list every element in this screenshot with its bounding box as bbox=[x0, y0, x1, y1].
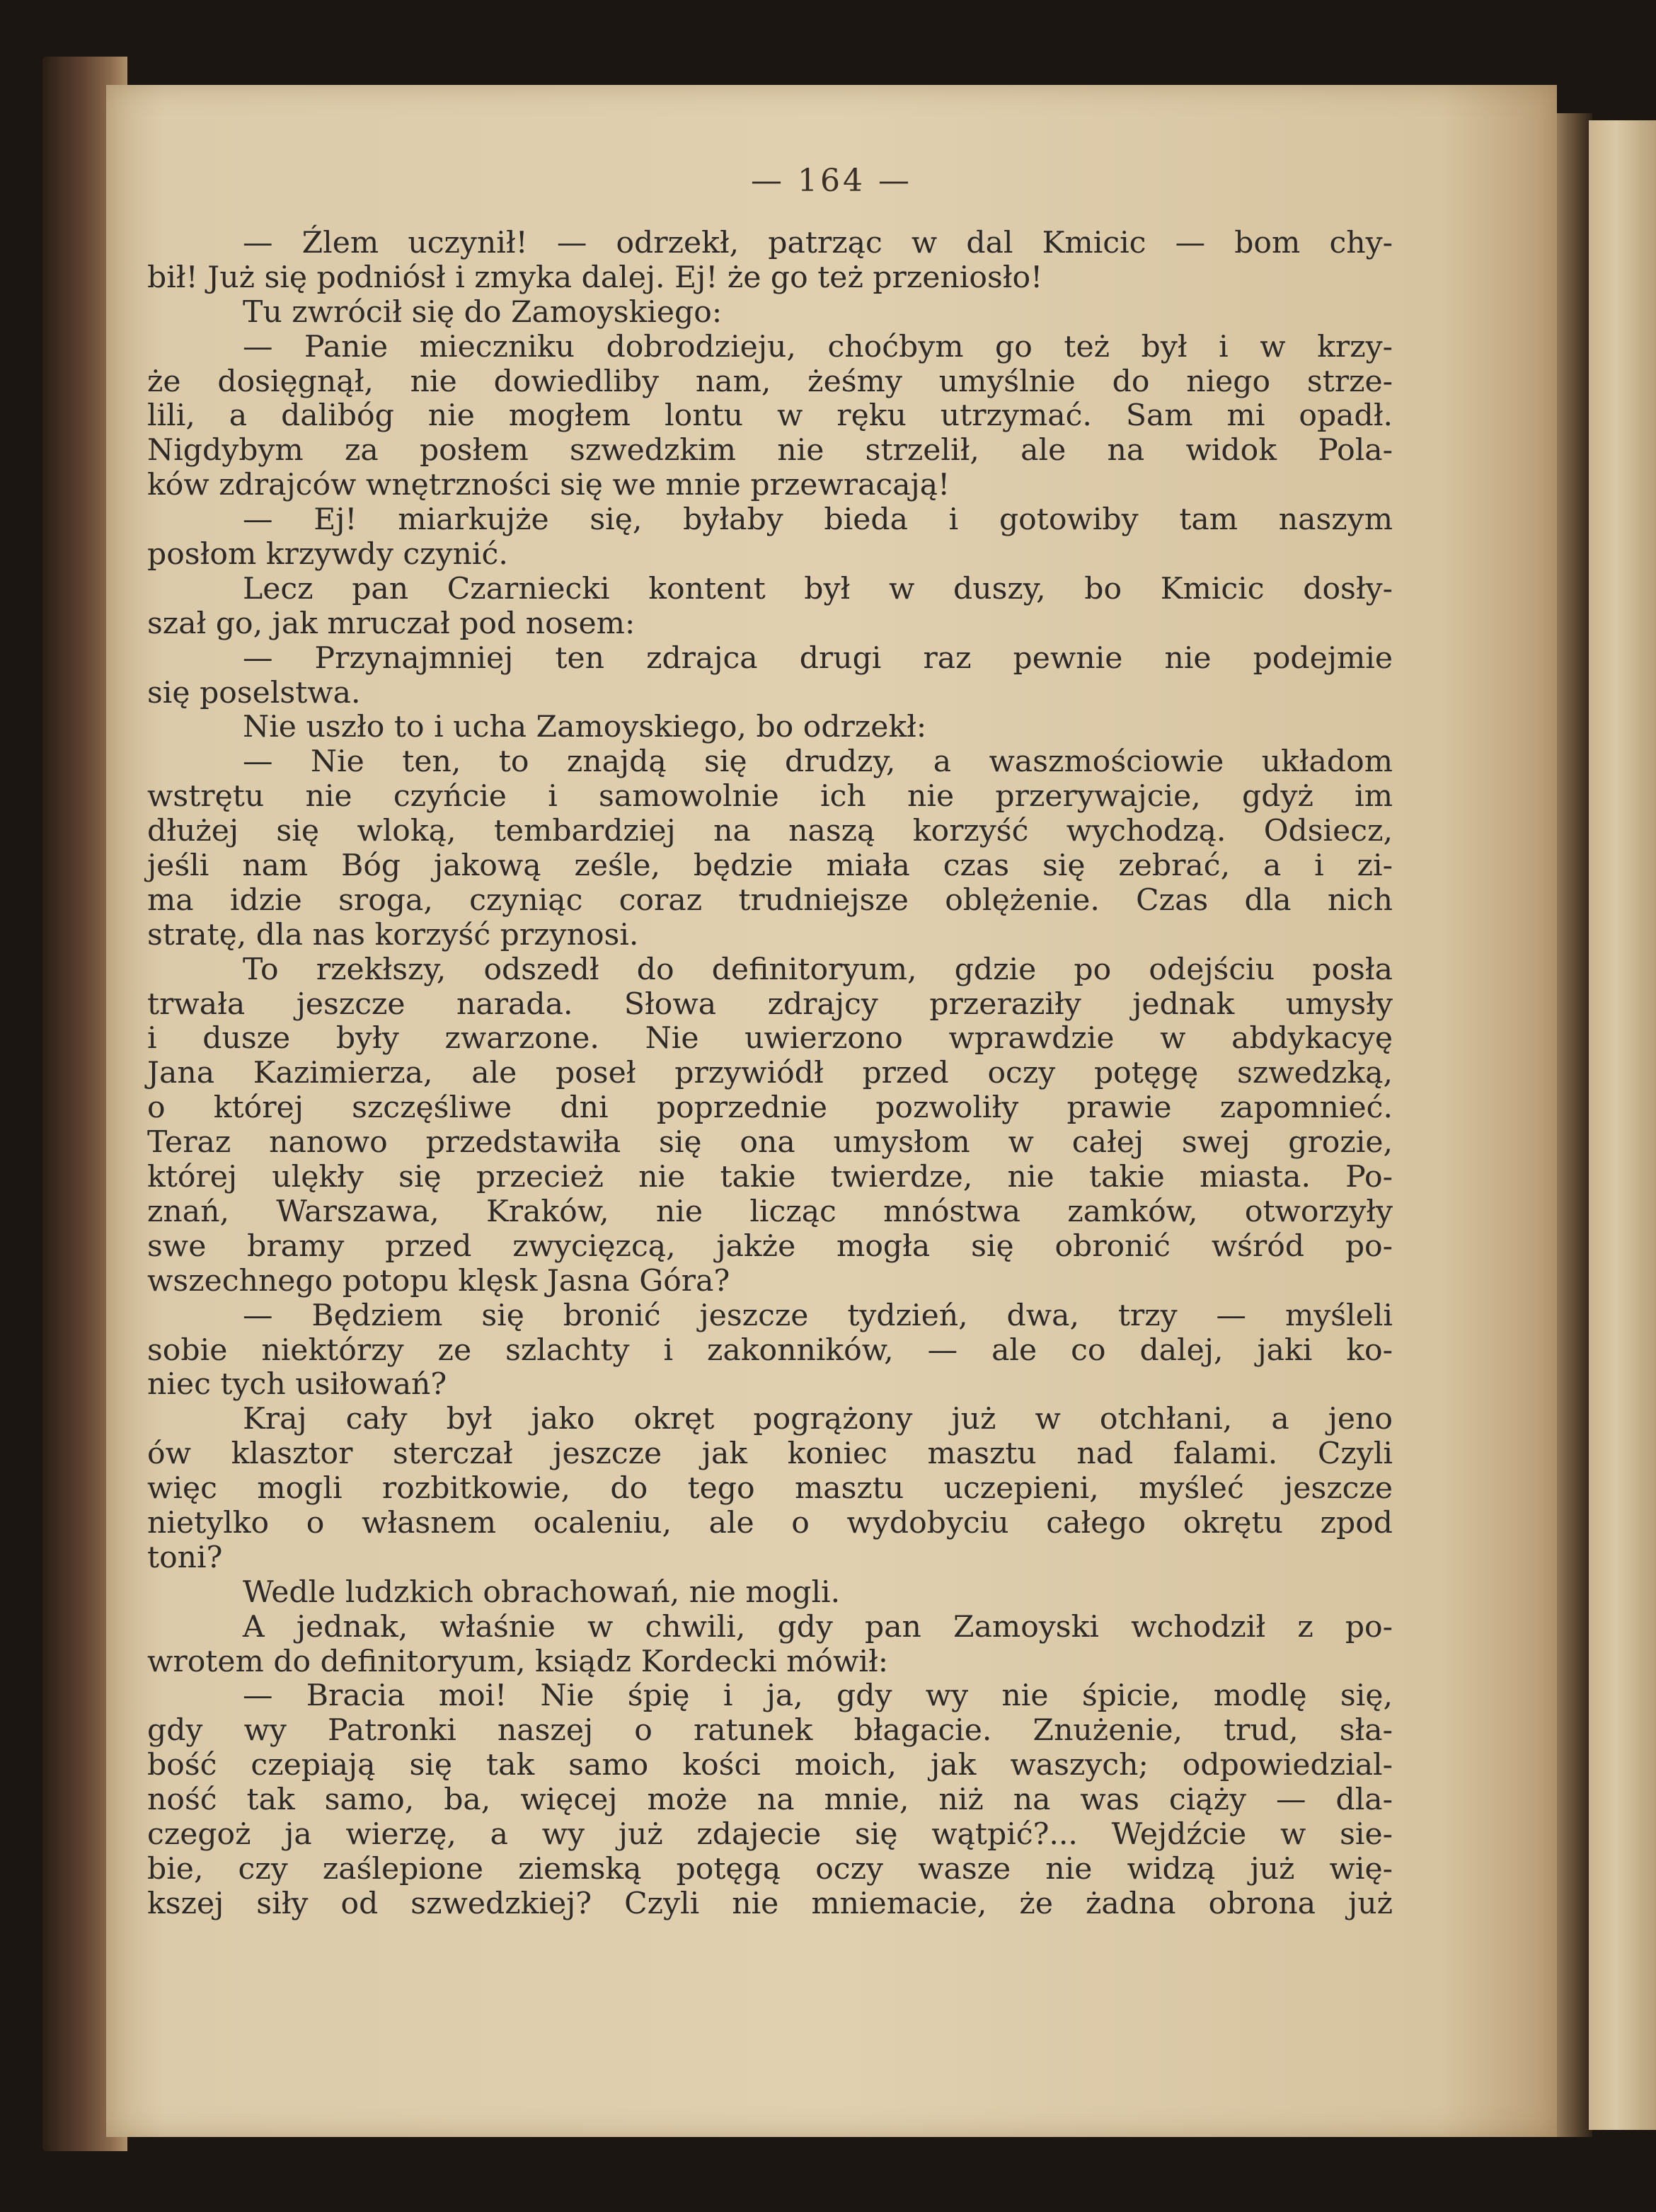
text-line: Wedle ludzkich obrachowań, nie mogli. bbox=[243, 1574, 841, 1610]
text-line: kszej siły od szwedzkiej? Czyli nie mniemacie, że żadna obrona już bbox=[147, 1886, 1393, 1921]
next-page-edge bbox=[1589, 120, 1656, 2130]
text-line: Nigdybym za posłem szwedzkim nie strzelił, ale na widok Pola- bbox=[147, 433, 1393, 468]
header-dash-right: — bbox=[878, 163, 912, 199]
text-line: gdy wy Patronki naszej o ratunek błagacie. Znużenie, trud, sła- bbox=[147, 1713, 1393, 1749]
text-line: wrotem do definitoryum, ksiądz Kordecki mówił: bbox=[147, 1644, 889, 1679]
text-line: swe bramy przed zwycięzcą, jakże mogła się obronić wśród po- bbox=[147, 1228, 1393, 1264]
text-line: się poselstwa. bbox=[147, 675, 361, 710]
text-line: Teraz nanowo przedstawiła się ona umysłom w całej swej grozie, bbox=[147, 1125, 1393, 1160]
text-line: czegoż ja wierzę, a wy już zdajecie się wątpić?... Wejdźcie w sie- bbox=[147, 1816, 1393, 1852]
text-line: lili, a dalibóg nie mogłem lontu w ręku utrzymać. Sam mi opadł. bbox=[147, 398, 1393, 434]
text-line: szał go, jak mruczał pod nosem: bbox=[147, 606, 636, 641]
text-line: dłużej się wloką, tembardziej na naszą korzyść wychodzą. Odsiecz, bbox=[147, 814, 1393, 849]
text-line: posłom krzywdy czynić. bbox=[147, 537, 508, 572]
text-line: — Będziem się bronić jeszcze tydzień, dwa, trzy — myśleli bbox=[243, 1298, 1393, 1333]
text-line: której ulękły się przecież nie takie twierdze, nie takie miasta. Po- bbox=[147, 1160, 1393, 1195]
text-line: niec tych usiłowań? bbox=[147, 1367, 447, 1402]
text-line: o której szczęśliwe dni poprzednie pozwoliły prawie zapomnieć. bbox=[147, 1090, 1393, 1126]
text-line: stratę, dla nas korzyść przynosi. bbox=[147, 917, 639, 952]
text-line: ów klasztor sterczał jeszcze jak koniec masztu nad falami. Czyli bbox=[147, 1436, 1393, 1472]
text-line: jeśli nam Bóg jakową ześle, będzie miała czas się zebrać, a i zi- bbox=[147, 848, 1393, 884]
text-line: bie, czy zaślepione ziemską potęgą oczy wasze nie widzą już wię- bbox=[147, 1851, 1393, 1886]
text-line: wszechnego potopu klęsk Jasna Góra? bbox=[147, 1263, 730, 1298]
text-line: nietylko o własnem ocaleniu, ale o wydobyciu całego okrętu zpod bbox=[147, 1505, 1393, 1540]
header-dash-left: — bbox=[751, 163, 785, 199]
text-line: i dusze były zwarzone. Nie uwierzono wprawdzie w abdykacyę bbox=[147, 1021, 1393, 1056]
text-line: Kraj cały był jako okręt pogrążony już w otchłani, a jeno bbox=[243, 1402, 1393, 1437]
text-line: ność tak samo, ba, więcej może na mnie, niż na was ciąży — dla- bbox=[147, 1782, 1393, 1818]
text-line: bość czepiają się tak samo kości moich, jak waszych; odpowiedzial- bbox=[147, 1748, 1393, 1783]
text-line: znań, Warszawa, Kraków, nie licząc mnóstwa zamków, otworzyły bbox=[147, 1194, 1393, 1229]
page-text bbox=[147, 226, 1393, 1922]
text-line: A jednak, właśnie w chwili, gdy pan Zamoyski wchodził z po- bbox=[243, 1609, 1393, 1644]
text-line: — Źlem uczynił! — odrzekł, patrząc w dal Kmicic — bom chy- bbox=[243, 226, 1393, 260]
text-line: trwała jeszcze narada. Słowa zdrajcy przeraziły jednak umysły bbox=[147, 986, 1393, 1022]
text-line: ma idzie sroga, czyniąc coraz trudniejsze oblężenie. Czas dla nich bbox=[147, 882, 1393, 918]
text-line: że dosięgnął, nie dowiedliby nam, żeśmy umyślnie do niego strze- bbox=[147, 364, 1393, 399]
text-line: — Panie mieczniku dobrodzieju, choćbym go też był i w krzy- bbox=[243, 329, 1393, 364]
text-line: ków zdrajców wnętrzności się we mnie przewracają! bbox=[147, 468, 950, 503]
text-line: toni? bbox=[147, 1540, 223, 1575]
text-line: — Nie ten, to znajdą się drudzy, a waszmościowie układom bbox=[243, 744, 1393, 780]
text-line: — Ej! miarkujże się, byłaby bieda i gotowiby tam naszym bbox=[243, 502, 1393, 538]
text-line: Tu zwrócił się do Zamoyskiego: bbox=[243, 294, 723, 330]
text-line: wstrętu nie czyńcie i samowolnie ich nie przerywajcie, gdyż im bbox=[147, 779, 1393, 814]
text-line: To rzekłszy, odszedł do definitoryum, gdzie po odejściu posła bbox=[243, 952, 1393, 987]
text-line: — Bracia moi! Nie śpię i ja, gdy wy nie śpicie, modlę się, bbox=[243, 1678, 1393, 1714]
text-line: sobie niektórzy ze szlachty i zakonników, — ale co dalej, jaki ko- bbox=[147, 1332, 1393, 1368]
text-line: Lecz pan Czarniecki kontent był w duszy, bo Kmicic dosły- bbox=[243, 571, 1393, 606]
text-line: bił! Już się podniósł i zmyka dalej. Ej! że go też przeniosło! bbox=[147, 260, 1043, 295]
text-line: więc mogli rozbitkowie, do tego masztu uczepieni, myśleć jeszcze bbox=[147, 1471, 1393, 1507]
page-header bbox=[106, 163, 1557, 199]
text-line: Nie uszło to i ucha Zamoyskiego, bo odrzekł: bbox=[243, 710, 927, 745]
text-line: — Przynajmniej ten zdrajca drugi raz pewnie nie podejmie bbox=[243, 640, 1393, 676]
text-line: Jana Kazimierza, ale poseł przywiódł przed oczy potęgę szwedzką, bbox=[147, 1056, 1393, 1091]
page-number: 164 bbox=[798, 163, 866, 199]
